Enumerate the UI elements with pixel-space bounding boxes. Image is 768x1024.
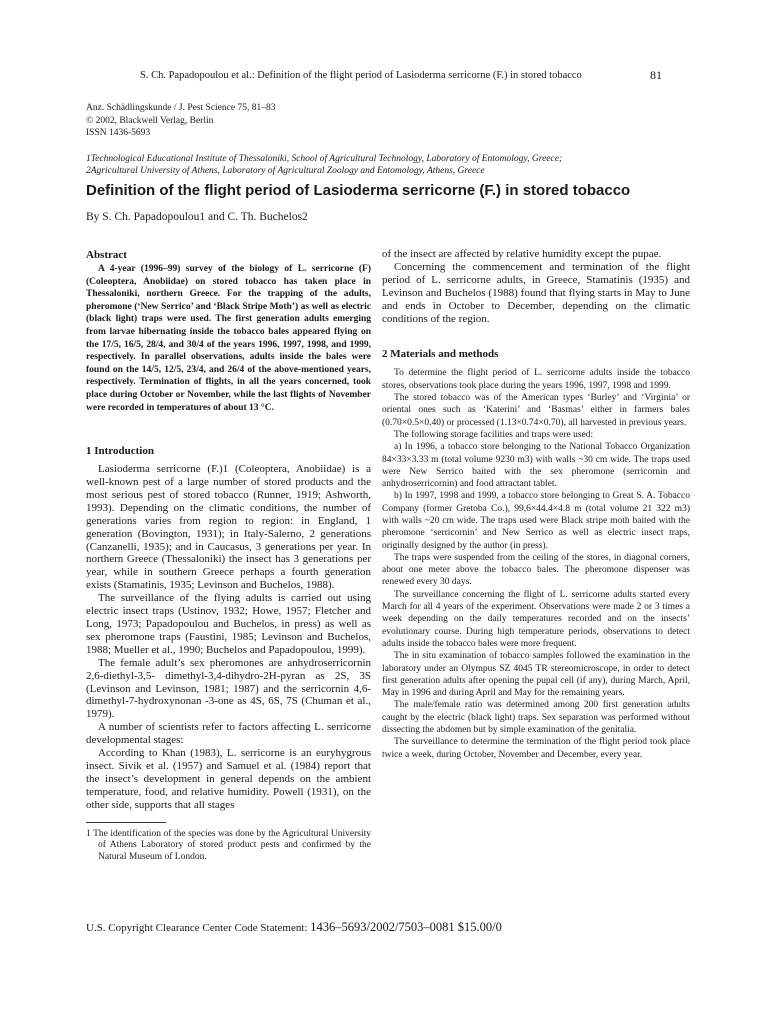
methods-paragraph-10: The surveillance to determine the termination of the flight period took place twice a week, during October, November and December, every year. bbox=[382, 737, 690, 760]
intro-paragraph-7: Concerning the commencement and termination of the flight period of L. serricorne adults, in Greece, Stamatinis (1935) and Levinson and Buchelos (1988) found that flying starts in May to June and ends in October to December, depending on the climatic conditions of the region. bbox=[382, 260, 690, 325]
affiliation-1: 1Technological Educational Institute of Thessaloniki, School of Agricultural Technology, Laboratory of Entomology, Greece; bbox=[86, 154, 563, 164]
methods-paragraph-3: The following storage facilities and traps were used: bbox=[394, 429, 594, 440]
affiliation-2: 2Agricultural University of Athens, Laboratory of Agricultural Zoology and Entomology, Athens, Greece bbox=[86, 166, 485, 176]
footnote: 1 The identification of the species was done by the Agricultural University of Athens Laboratory of stored product pests and confirmed by the Natural Museum of London. bbox=[86, 828, 371, 862]
intro-paragraph-1: Lasioderma serricorne (F.)1 (Coleoptera, Anobiidae) is a well-known pest of a large number of stored products and the most serious pest of stored tobacco (Runner, 1919; Ashworth, 1993). Depending on the climatic conditions, the number of generations varies from region to region: in England, 1 generation (Bovington, 1931); in Italy-Salerno, 2 generations (Canzanelli, 1935); and in Caucasus, 3 generations per year. In northern Greece (Thessaloniki) the insect has 3 generations per year, while in southern Greece perhaps a fourth generation exists (Stamatinis, 1935; Levinson and Buchelos, 1988). bbox=[86, 463, 371, 592]
methods-paragraph-8: The in situ examination of tobacco samples followed the examination in the laboratory under an Olympus SZ 4045 TR stereomicroscope, in order to detect first generation adults after opening the pupal cell (if any), during March, April, May in 1996 and during April and May for the remaining years. bbox=[382, 651, 690, 699]
copyright-statement bbox=[86, 920, 502, 935]
intro-paragraph-5: According to Khan (1983), L. serricorne is an euryhygrous insect. Sivik et al. (1957) and Samuel et al. (1984) report that the insect’s development in general depends on the ambient temperature, food, and relative humidity. Powell (1931), on the other side, supports that all stages bbox=[86, 747, 371, 811]
abstract-text: A 4-year (1996–99) survey of the biology of L. serricorne (F) (Coleoptera, Anobiidae) on stored tobacco has taken place in Thessaloniki, northern Greece. For the trapping of the adults, pheromone (‘New Serrico’ and ‘Black Stripe Moth’) as well as electric (black light) traps were used. The first generation adults emerging from larvae hibernating inside the tobacco bales appeared flying on the 17/5, 16/5, 28/4, and 30/4 of the years 1996, 1997, 1998, and 1999, respectively. In parallel observations, adults inside the bales were found on the 14/5, 12/5, 23/4, and 26/4 of the above-mentioned years, respectively. Termination of flights, in all the years concerned, took place during October or November, while the last flights of November were recorded in temperatures of about 13 °C. bbox=[86, 264, 371, 413]
copyright-code: 1436–5693/2002/7503–0081 $15.00/0 bbox=[310, 920, 502, 934]
methods-paragraph-1: To determine the flight period of L. serricorne adults inside the tobacco stores, observations took place during the years 1996, 1997, 1998 and 1999. bbox=[382, 368, 690, 391]
methods-paragraph-2: The stored tobacco was of the American types ‘Burley’ and ‘Virginia’ or oriental ones such as ‘Katerini’ and ‘Basmas’ either in farmers bales (0.70×0.5×0.40) or processed (1.13×0.74×0.70), all harvested in previous years. bbox=[382, 393, 690, 428]
methods-paragraph-6: The traps were suspended from the ceiling of the stores, in diagonal corners, about one meter above the tobacco bales. The pheromone dispenser was renewed every 30 days. bbox=[382, 552, 690, 588]
article-authors: By S. Ch. Papadopoulou1 and C. Th. Buchelos2 bbox=[86, 211, 308, 223]
journal-issn: ISSN 1436-5693 bbox=[86, 128, 151, 138]
copyright-label: U.S. Copyright Clearance Center Code Statement: bbox=[86, 922, 308, 934]
journal-info bbox=[86, 102, 275, 140]
methods-paragraph-7: The surveillance concerning the flight of L. serricorne adults started every March for all 4 years of the experiment. Observations were made 2 or 3 times a week depending on the daily temperatures recorded and on the insects’ evolutionary course. During high temperature periods, observations to detect adults inside the tobacco bales were more frequent. bbox=[382, 589, 690, 649]
page-number: 81 bbox=[650, 68, 662, 82]
introduction-heading: 1 Introduction bbox=[86, 445, 154, 458]
methods-paragraph-9: The male/female ratio was determined among 200 first generation adults caught by the electric (black light) traps. Sex separation was performed without dissecting the abdomen but by simple examination of the genitalia. bbox=[382, 700, 690, 736]
footnote-rule bbox=[86, 822, 166, 823]
article-title: Definition of the flight period of Lasioderma serricorne (F.) in stored tobacco bbox=[86, 182, 631, 199]
running-head: S. Ch. Papadopoulou et al.: Definition of the flight period of Lasioderma serricorne (F.) in stored tobacco bbox=[140, 70, 582, 81]
abstract-heading: Abstract bbox=[86, 249, 127, 261]
methods-paragraph-5: b) In 1997, 1998 and 1999, a tobacco store belonging to Great S. A. Tobacco Company (former Gretoba Co.), 99,6×44.4×4.8 m (total volume 21 322 m3) with walls ~20 cm wide. The traps used were Black stripe moth baited with the pheromone ‘serricornin’ and New Serrico as well as electric insect traps, originally designed by the author (in press). bbox=[382, 491, 690, 551]
intro-paragraph-6: of the insect are affected by relative humidity except the pupae. bbox=[382, 248, 662, 260]
affiliations bbox=[86, 153, 686, 177]
right-column bbox=[382, 248, 690, 761]
left-column bbox=[86, 248, 371, 863]
methods-paragraph-4: a) In 1996, a tobacco store belonging to the National Tobacco Organization 84×33×3.33 m (total volume 9230 m3) with walls ~30 cm wide. The traps used were New Serrico baited with the sex pheromone (serricornin and anhydroserricornin) and food attractant tablet. bbox=[382, 442, 690, 490]
journal-citation: Anz. Schädlingskunde / J. Pest Science 75, 81–83 bbox=[86, 103, 276, 113]
intro-paragraph-4: A number of scientists refer to factors affecting L. serricorne developmental stages: bbox=[86, 721, 371, 747]
intro-paragraph-3: The female adult’s sex pheromones are anhydroserricornin 2,6-diethyl-3,5- dimethyl-3,4-dihydro-2H-pyran as 2S, 3S (Levinson and Levinson, 1981; 1987) and the serricornin 4,6-dimethyl-7-hydroxynonan -3-one as 4S, 6S, 7S (Chuman et al., 1979). bbox=[86, 656, 371, 721]
journal-copyright: © 2002, Blackwell Verlag, Berlin bbox=[86, 115, 214, 126]
intro-paragraph-2: The surveillance of the flying adults is carried out using electric insect traps (Ustinov, 1932; Howe, 1957; Fletcher and Long, 1973; Papadopoulou and Buchelos, in press) as well as sex pheromone traps (Faustini, 1985; Levinson and Buchelos, 1988; Mueller et al., 1990; Buchelos and Papadopoulou, 1999). bbox=[86, 592, 371, 656]
methods-heading: 2 Materials and methods bbox=[382, 348, 499, 361]
